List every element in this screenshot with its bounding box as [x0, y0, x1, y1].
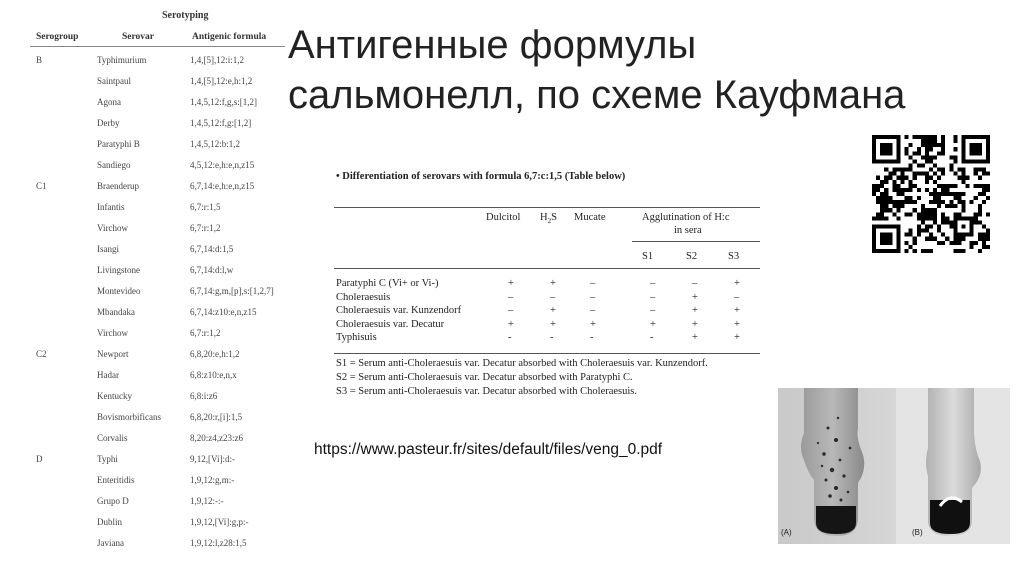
diff-row-value: - [508, 332, 512, 343]
diff-row-value: + [550, 278, 556, 289]
formula-cell: 1,4,[5],12:e,h:1,2 [190, 76, 253, 86]
serogroup-cell: B [36, 55, 43, 65]
serotyping-row [0, 496, 300, 514]
diff-row-value: - [650, 332, 654, 343]
col-mucate: Mucate [574, 212, 606, 223]
photo-label-a: (A) [781, 528, 792, 537]
diff-row-value: + [550, 305, 556, 316]
diff-row-value: – [590, 305, 596, 316]
col-agglutination: Agglutination of H:c [642, 212, 730, 223]
formula-cell: 6,8,20:e,h:1,2 [190, 349, 240, 359]
formula-cell: 1,4,5,12:f,g,s:[1,2] [190, 97, 257, 107]
serotyping-row [0, 517, 300, 535]
formula-cell: 4,5,12:e,h:e,n,z15 [190, 160, 255, 170]
serotyping-caption: Serotyping [162, 10, 209, 21]
diff-row-name: Choleraesuis var. Kunzendorf [336, 305, 462, 316]
formula-cell: 6,7,14:d:1,5 [190, 244, 234, 254]
serotyping-row [0, 97, 300, 115]
agar-tube-photo [778, 388, 1010, 544]
serum-note: S3 = Serum anti-Choleraesuis var. Decatur absorbed with Choleraesuis. [336, 386, 638, 397]
title-line-2: сальмонелл, по схеме Кауфмана [288, 73, 906, 117]
serovar-cell: Infantis [97, 202, 125, 212]
header-serogroup: Serogroup [36, 32, 79, 42]
formula-cell: 1,4,5,12:f,g:[1,2] [190, 118, 252, 128]
diff-row-value: + [734, 305, 740, 316]
serotyping-row [0, 160, 300, 178]
formula-cell: 6,7,14:z10:e,n,z15 [190, 307, 257, 317]
serovar-cell: Newport [97, 349, 129, 359]
diff-row-value: + [508, 278, 514, 289]
serotyping-row [0, 265, 300, 283]
serovar-cell: Livingstone [97, 265, 140, 275]
diff-row-name: Choleraesuis var. Decatur [336, 318, 445, 330]
formula-cell: 1,9,12:-:- [190, 496, 224, 506]
serotyping-row [0, 412, 300, 430]
slide-title [288, 20, 905, 120]
diff-row-value: – [508, 305, 514, 316]
diff-row-value: – [650, 291, 656, 303]
serogroup-cell: C1 [36, 181, 47, 191]
formula-cell: 6,8,20:r,[i]:1,5 [190, 412, 243, 422]
serotyping-row [0, 223, 300, 241]
diff-row-value: + [550, 318, 556, 330]
header-rule [30, 46, 285, 47]
formula-cell: 8,20:z4,z23:z6 [190, 433, 243, 443]
diff-row-value: – [650, 305, 656, 316]
serotyping-row [0, 286, 300, 304]
serotyping-row [0, 433, 300, 451]
serotyping-row [0, 307, 300, 325]
serovar-cell: Paratyphi B [97, 139, 140, 149]
serotyping-row [0, 244, 300, 262]
serovar-cell: Bovismorbificans [97, 412, 161, 422]
serotyping-row [0, 370, 300, 388]
differentiation-table [334, 165, 764, 405]
formula-cell: 6,8:z10:e,n,x [190, 370, 237, 380]
serotyping-row [0, 202, 300, 220]
col-dulcitol: Dulcitol [486, 212, 521, 223]
serovar-cell: Agona [97, 97, 121, 107]
formula-cell: 6,7,14:d:l,w [190, 265, 234, 275]
diff-row-value: + [692, 305, 698, 316]
formula-cell: 1,9,12,[Vi]:g,p:- [190, 517, 249, 527]
diff-row-value: - [550, 332, 554, 343]
serovar-cell: Mbandaka [97, 307, 135, 317]
diff-row-value: + [508, 318, 514, 330]
diff-row-value: - [590, 332, 594, 343]
diff-row-value: – [550, 291, 556, 303]
serotyping-row [0, 349, 300, 367]
formula-cell: 6,7:r:1,2 [190, 223, 221, 233]
serotyping-row [0, 538, 300, 556]
serovar-cell: Enteritidis [97, 475, 135, 485]
formula-cell: 1,4,5,12:b:1,2 [190, 139, 241, 149]
diff-row-value: + [692, 332, 698, 343]
diff-row-value: + [734, 318, 740, 330]
formula-cell: 6,7:r:1,5 [190, 202, 221, 212]
serovar-cell: Kentucky [97, 391, 132, 401]
diff-row-value: – [590, 291, 596, 303]
diff-row-value: – [734, 291, 740, 303]
serotyping-row [0, 328, 300, 346]
formula-cell: 9,12,[Vi]:d:- [190, 454, 235, 464]
serovar-cell: Braenderup [97, 181, 139, 191]
diff-row-value: + [734, 332, 740, 343]
formula-cell: 6,7,14:e,h:e,n,z15 [190, 181, 255, 191]
formula-cell: 1,9,12:l,z28:1,5 [190, 538, 247, 548]
serotyping-row [0, 391, 300, 409]
diff-row-name: Paratyphi C (Vi+ or Vi-) [336, 278, 439, 289]
formula-cell: 6,8:i:z6 [190, 391, 218, 401]
serotyping-row [0, 55, 300, 73]
serotyping-table [0, 0, 300, 576]
serum-note: S1 = Serum anti-Choleraesuis var. Decatur absorbed with Choleraesuis var. Kunzendorf. [336, 358, 708, 369]
source-url[interactable]: https://www.pasteur.fr/sites/default/files/veng_0.pdf [314, 441, 663, 458]
diff-row-value: – [590, 278, 596, 289]
serovar-cell: Dublin [97, 517, 123, 527]
serovar-cell: Grupo D [97, 496, 129, 506]
diff-row-value: + [692, 318, 698, 330]
serum-note: S2 = Serum anti-Choleraesuis var. Decatur absorbed with Paratyphi C. [336, 372, 633, 383]
formula-cell: 1,9,12:g,m:- [190, 475, 235, 485]
col-in-sera: in sera [674, 225, 702, 236]
serovar-cell: Javiana [97, 538, 124, 548]
diff-row-value: – [692, 278, 698, 289]
formula-cell: 6,7,14:g,m,[p],s:[1,2,7] [190, 286, 274, 296]
serotyping-row [0, 118, 300, 136]
header-bottom-rule [334, 268, 760, 269]
diff-row-value: + [650, 318, 656, 330]
serogroup-cell: C2 [36, 349, 47, 359]
serovar-cell: Montevideo [97, 286, 141, 296]
header-serovar: Serovar [122, 32, 155, 42]
differentiation-heading: • Differentiation of serovars with formula 6,7:c:1,5 (Table below) [336, 171, 626, 182]
col-h2s: $H_2S$ [540, 212, 557, 226]
title-line-1: Антигенные формулы [288, 23, 697, 67]
diff-row-value: + [734, 278, 740, 289]
col-s2: S2 [686, 251, 698, 262]
diff-row-name: Typhisuis [336, 332, 377, 343]
header-formula: Antigenic formula [192, 32, 267, 42]
formula-cell: 1,4,[5],12:i:1,2 [190, 55, 244, 65]
photo-label-b: (B) [912, 528, 923, 537]
serovar-cell: Corvalis [97, 433, 128, 443]
col-s3: S3 [728, 251, 740, 262]
serotyping-row [0, 139, 300, 157]
serovar-cell: Typhi [97, 454, 118, 464]
diff-row-value: – [508, 291, 514, 303]
diff-row-name: Choleraesuis [336, 291, 391, 303]
serovar-cell: Typhimurium [97, 55, 147, 65]
serovar-cell: Virchow [97, 328, 128, 338]
diff-row-value: + [692, 291, 698, 303]
serotyping-row [0, 454, 300, 472]
serotyping-row [0, 475, 300, 493]
sera-rule [632, 241, 760, 242]
serotyping-row [0, 76, 300, 94]
serovar-cell: Derby [97, 118, 120, 128]
diff-row-value: + [590, 318, 596, 330]
table-bottom-rule [334, 353, 760, 354]
serovar-cell: Saintpaul [97, 76, 131, 86]
serovar-cell: Isangi [97, 244, 119, 254]
serovar-cell: Virchow [97, 223, 128, 233]
serogroup-cell: D [36, 454, 43, 464]
col-s1: S1 [642, 251, 654, 262]
serovar-cell: Hadar [97, 370, 119, 380]
table-top-rule [334, 207, 760, 208]
serotyping-row [0, 181, 300, 199]
qr-code-icon[interactable] [872, 135, 990, 253]
diff-row-value: – [650, 278, 656, 289]
serovar-cell: Sandiego [97, 160, 131, 170]
formula-cell: 6,7:r:1,2 [190, 328, 221, 338]
